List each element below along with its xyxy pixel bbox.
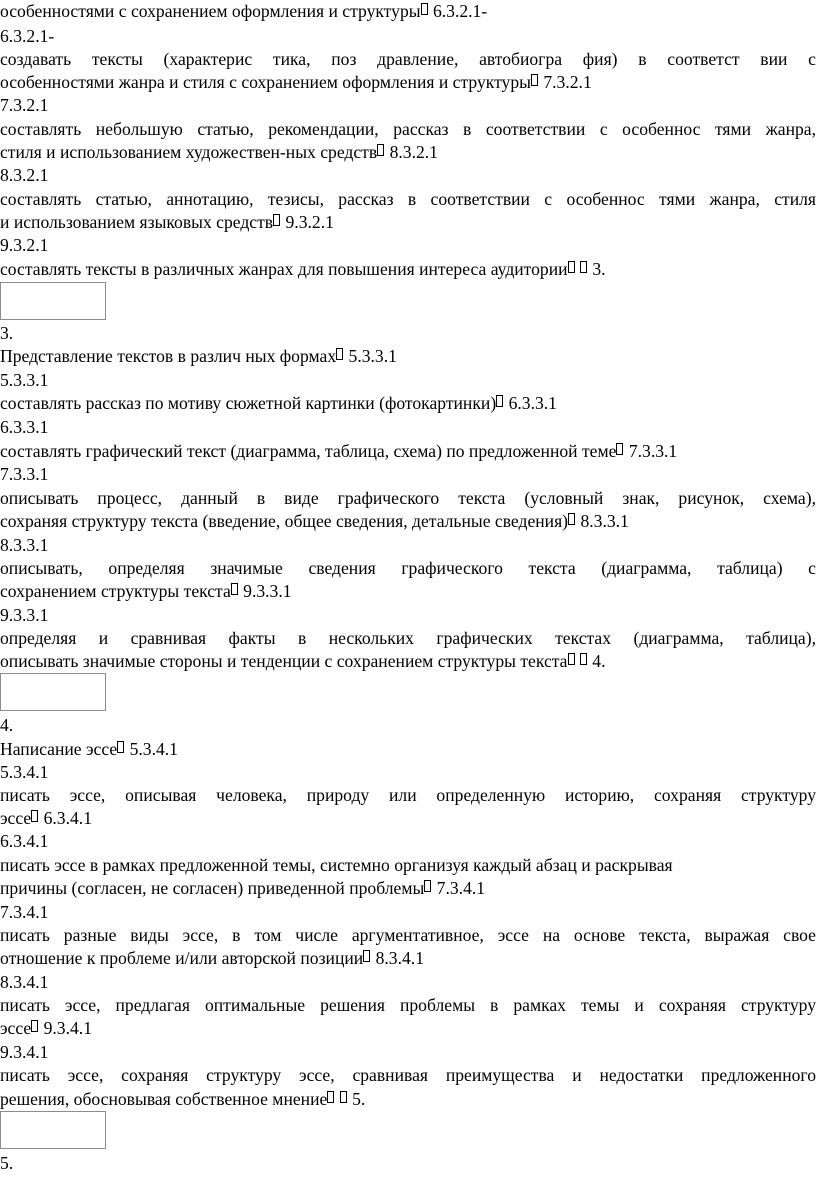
line-code: 6.3.4.1 [0, 831, 49, 851]
line-code: 6.3.3.1 [504, 393, 557, 413]
line-code: 9.3.4.1 [39, 1018, 92, 1038]
line-text: особенностями с сохранением оформления и структуры [0, 1, 421, 21]
line-code: 7.3.3.1 [624, 441, 678, 461]
text-line [0, 188, 816, 211]
line-code: 7.3.4.1 [0, 902, 49, 922]
line-code: 3. [587, 259, 606, 279]
text-line [0, 211, 816, 234]
text-line [0, 118, 816, 141]
line-code: 7.3.2.1 [0, 95, 49, 115]
text-line [0, 807, 816, 830]
text-line [0, 994, 816, 1017]
missing-glyph-icon [616, 443, 623, 455]
missing-glyph-icon [31, 1020, 38, 1032]
text-line [0, 557, 816, 580]
missing-glyph-icon [340, 1091, 347, 1103]
line-code: 7.3.4.1 [432, 878, 486, 898]
line-code: 8.3.2.1 [0, 165, 49, 185]
line-code: 6.3.4.1 [39, 808, 92, 828]
line-text: решения, обосновывая собственное мнение [0, 1089, 328, 1109]
missing-glyph-icon [231, 583, 238, 595]
text-line [0, 1064, 816, 1087]
text-line [0, 580, 816, 603]
line-code: 6.3.2.1- [0, 26, 55, 46]
text-line [0, 784, 816, 807]
line-text: создавать тексты (характерис тика, поз дравление, автобиогра фия) в соответст вии с [0, 49, 816, 69]
line-text: особенностями жанра и стиля с сохранением оформления и структуры [0, 72, 531, 92]
empty-table-cell [0, 282, 106, 320]
line-text: определяя и сравнивая факты в нескольких графических текстах (диаграмма, таблица), [0, 628, 816, 648]
line-code: 4. [587, 651, 606, 671]
code-line [0, 463, 816, 486]
section-number [0, 714, 816, 737]
code-line [0, 971, 816, 994]
text-line [0, 854, 816, 877]
line-text: сохранением структуры текста [0, 581, 231, 601]
line-code: 3. [0, 323, 14, 343]
text-line [0, 1088, 816, 1111]
missing-glyph-icon [336, 348, 343, 360]
text-line [0, 877, 816, 900]
line-code: 8.3.4.1 [0, 972, 49, 992]
line-code: 9.3.2.1 [281, 212, 334, 232]
text-line [0, 141, 816, 164]
code-line [0, 164, 816, 187]
missing-glyph-icon [568, 261, 575, 273]
empty-table-cell [0, 1111, 106, 1149]
text-line [0, 650, 816, 673]
line-code: 8.3.2.1 [385, 142, 438, 162]
line-text: составлять графический текст (диаграмма, таблица, схема) по предложенной теме [0, 441, 617, 461]
section-number [0, 1152, 816, 1175]
line-code: 9.3.3.1 [0, 605, 49, 625]
line-text: составлять тексты в различных жанрах для повышения интереса аудитории [0, 259, 568, 279]
missing-glyph-icon [377, 144, 384, 156]
missing-glyph-icon [31, 810, 38, 822]
code-line [0, 416, 816, 439]
line-text: стиля и использованием художествен-ных средств [0, 142, 378, 162]
section-heading [0, 345, 816, 368]
line-text: Представление текстов в различ ных формах [0, 346, 337, 366]
code-line [0, 369, 816, 392]
code-line [0, 901, 816, 924]
missing-glyph-icon [496, 395, 503, 407]
line-code: 9.3.2.1 [0, 235, 49, 255]
code-line [0, 1041, 816, 1064]
line-text: сохраняя структуру текста (введение, общее сведения, детальные сведения) [0, 511, 569, 531]
line-text: писать разные виды эссе, в том числе аргументативное, эссе на основе текста, выражая свое [0, 925, 816, 945]
line-code: 5. [347, 1089, 366, 1109]
missing-glyph-icon [531, 74, 538, 86]
line-text: составлять статью, аннотацию, тезисы, рассказ в соответствии с особеннос тями жанра, стиля [0, 189, 816, 209]
line-code: 8.3.3.1 [576, 511, 629, 531]
line-code: 5.3.4.1 [0, 762, 49, 782]
missing-glyph-icon [117, 741, 124, 753]
line-code: 8.3.3.1 [0, 535, 49, 555]
line-text: описывать значимые стороны и тенденции с сохранением структуры текста [0, 651, 568, 671]
section-number [0, 322, 816, 345]
missing-glyph-icon [568, 653, 575, 665]
line-code: 9.3.3.1 [238, 581, 292, 601]
code-line [0, 761, 816, 784]
missing-glyph-icon [363, 950, 370, 962]
text-line [0, 0, 816, 23]
line-code: 9.3.4.1 [0, 1042, 49, 1062]
line-code: 4. [0, 715, 14, 735]
line-text: писать эссе в рамках предложенной темы, системно организуя каждый абзац и раскрывая [0, 855, 673, 875]
code-line [0, 830, 816, 853]
code-line [0, 94, 816, 117]
text-line [0, 440, 816, 463]
line-code: 7.3.2.1 [538, 72, 592, 92]
line-code: 6.3.2.1- [428, 1, 488, 21]
line-text: эссе [0, 1018, 32, 1038]
line-code: 5.3.4.1 [125, 739, 178, 759]
line-code: 5.3.3.1 [0, 370, 49, 390]
line-text: эссе [0, 808, 32, 828]
text-line [0, 392, 816, 415]
line-text: писать эссе, сохраняя структуру эссе, сравнивая преимущества и недостатки предложенного [0, 1065, 816, 1085]
text-line [0, 71, 816, 94]
missing-glyph-icon [327, 1091, 334, 1103]
line-code: 7.3.3.1 [0, 464, 49, 484]
section-heading [0, 738, 816, 761]
line-text: описывать, определяя значимые сведения графического текста (диаграмма, таблица) с [0, 558, 816, 578]
line-code: 6.3.3.1 [0, 417, 49, 437]
line-text: причины (согласен, не согласен) приведенной проблемы [0, 878, 425, 898]
missing-glyph-icon [424, 880, 431, 892]
line-code: 5.3.3.1 [344, 346, 397, 366]
text-line [0, 258, 816, 281]
line-text: составлять небольшую статью, рекомендации, рассказ в соответствии с особеннос тями жанра, [0, 119, 816, 139]
code-line [0, 534, 816, 557]
missing-glyph-icon [580, 653, 587, 665]
line-text: писать эссе, описывая человека, природу или определенную историю, сохраняя структуру [0, 785, 816, 805]
line-code: 8.3.4.1 [371, 948, 424, 968]
line-text: и использованием языковых средств [0, 212, 274, 232]
line-text: составлять рассказ по мотиву сюжетной картинки (фотокартинки) [0, 393, 497, 413]
missing-glyph-icon [580, 261, 587, 273]
empty-table-cell [0, 673, 106, 711]
line-code: 5. [0, 1153, 14, 1173]
text-line [0, 627, 816, 650]
missing-glyph-icon [568, 513, 575, 525]
line-text: Написание эссе [0, 739, 118, 759]
missing-glyph-icon [273, 214, 280, 226]
code-line [0, 25, 816, 48]
code-line [0, 234, 816, 257]
text-line [0, 1017, 816, 1040]
line-text: писать эссе, предлагая оптимальные решения проблемы в рамках темы и сохраняя структуру [0, 995, 816, 1015]
text-line [0, 947, 816, 970]
text-line [0, 924, 816, 947]
missing-glyph-icon [421, 3, 428, 15]
code-line [0, 604, 816, 627]
line-text: отношение к проблеме и/или авторской позиции [0, 948, 364, 968]
text-line [0, 510, 816, 533]
text-line [0, 48, 816, 71]
text-line [0, 487, 816, 510]
line-text: описывать процесс, данный в виде графического текста (условный знак, рисунок, схема), [0, 488, 816, 508]
